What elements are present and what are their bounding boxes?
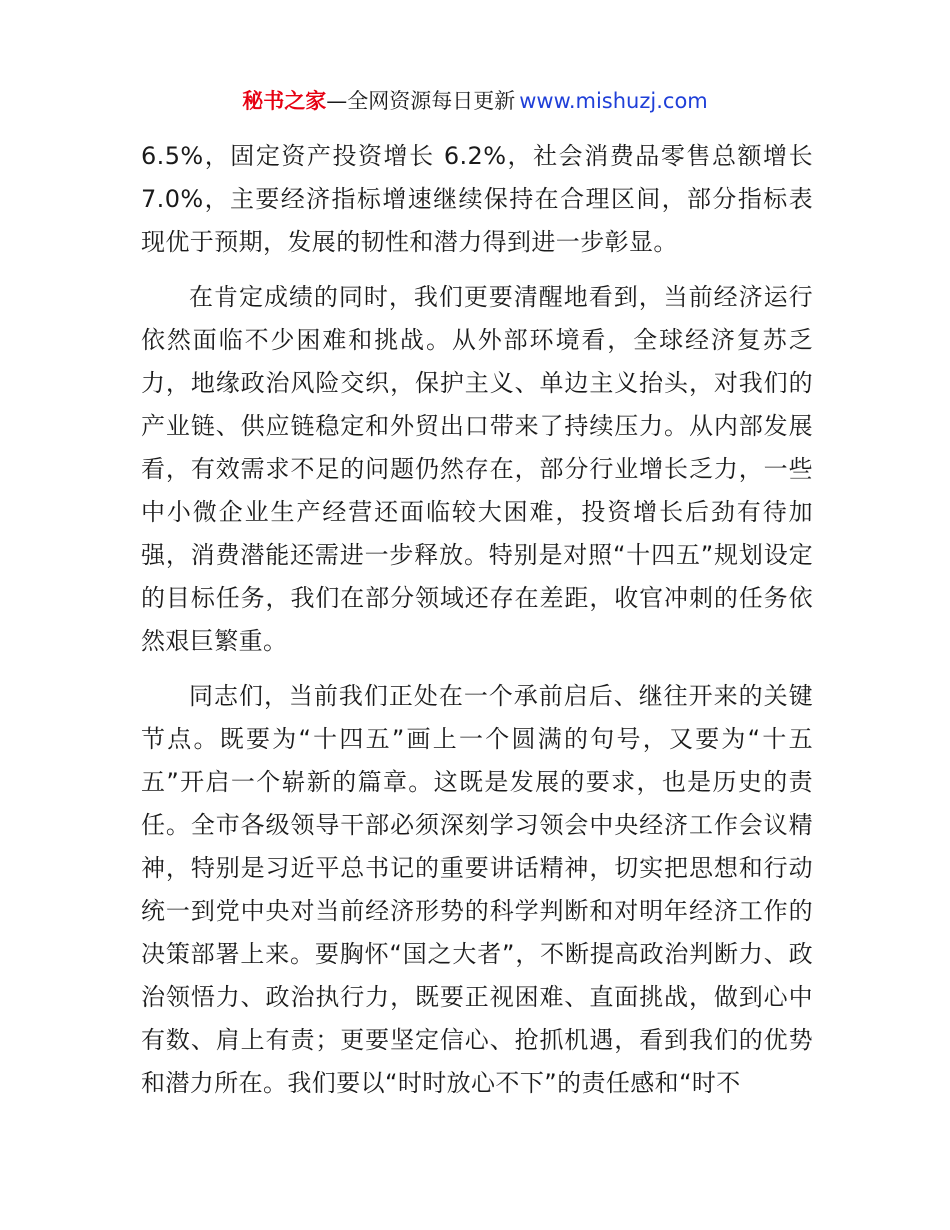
paragraph-challenges: 在肯定成绩的同时，我们更要清醒地看到，当前经济运行依然面临不少困难和挑战。从外部环境看，全球经济复苏乏力，地缘政治风险交织，保护主义、单边主义抬头，对我们的产业链、供应链稳定和外贸出口带来了持续压力。从内部发展看，有效需求不足的问题仍然存在，部分行业增长乏力，一些中小微企业生产经营还面临较大困难，投资增长后劲有待加强，消费潜能还需进一步释放。特别是对照“十四五”规划设定的目标任务，我们在部分领域还存在差距，收官冲刺的任务依然艰巨繁重。 bbox=[141, 283, 813, 655]
brand-name: 秘书之家 bbox=[242, 89, 327, 113]
document-body bbox=[141, 135, 813, 1105]
paragraph-continuation: 6.5%，固定资产投资增长 6.2%，社会消费品零售总额增长7.0%，主要经济指标增速继续保持在合理区间，部分指标表现优于预期，发展的韧性和潜力得到进一步彰显。 bbox=[141, 142, 813, 256]
page-header bbox=[0, 86, 950, 116]
header-tagline: —全网资源每日更新 bbox=[326, 89, 516, 113]
paragraph-comrades: 同志们，当前我们正处在一个承前启后、继往开来的关键节点。既要为“十四五”画上一个圆满的句号，又要为“十五五”开启一个崭新的篇章。这既是发展的要求，也是历史的责任。全市各级领导干部必须深刻学习领会中央经济工作会议精神，特别是习近平总书记的重要讲话精神，切实把思想和行动统一到党中央对当前经济形势的科学判断和对明年经济工作的决策部署上来。要胸怀“国之大者”，不断提高政治判断力、政治领悟力、政治执行力，既要正视困难、直面挑战，做到心中有数、肩上有责；更要坚定信心、抢抓机遇，看到我们的优势和潜力所在。我们要以“时时放心不下”的责任感和“时不 bbox=[141, 682, 813, 1097]
site-url-link[interactable]: www.mishuzj.com bbox=[519, 89, 708, 113]
